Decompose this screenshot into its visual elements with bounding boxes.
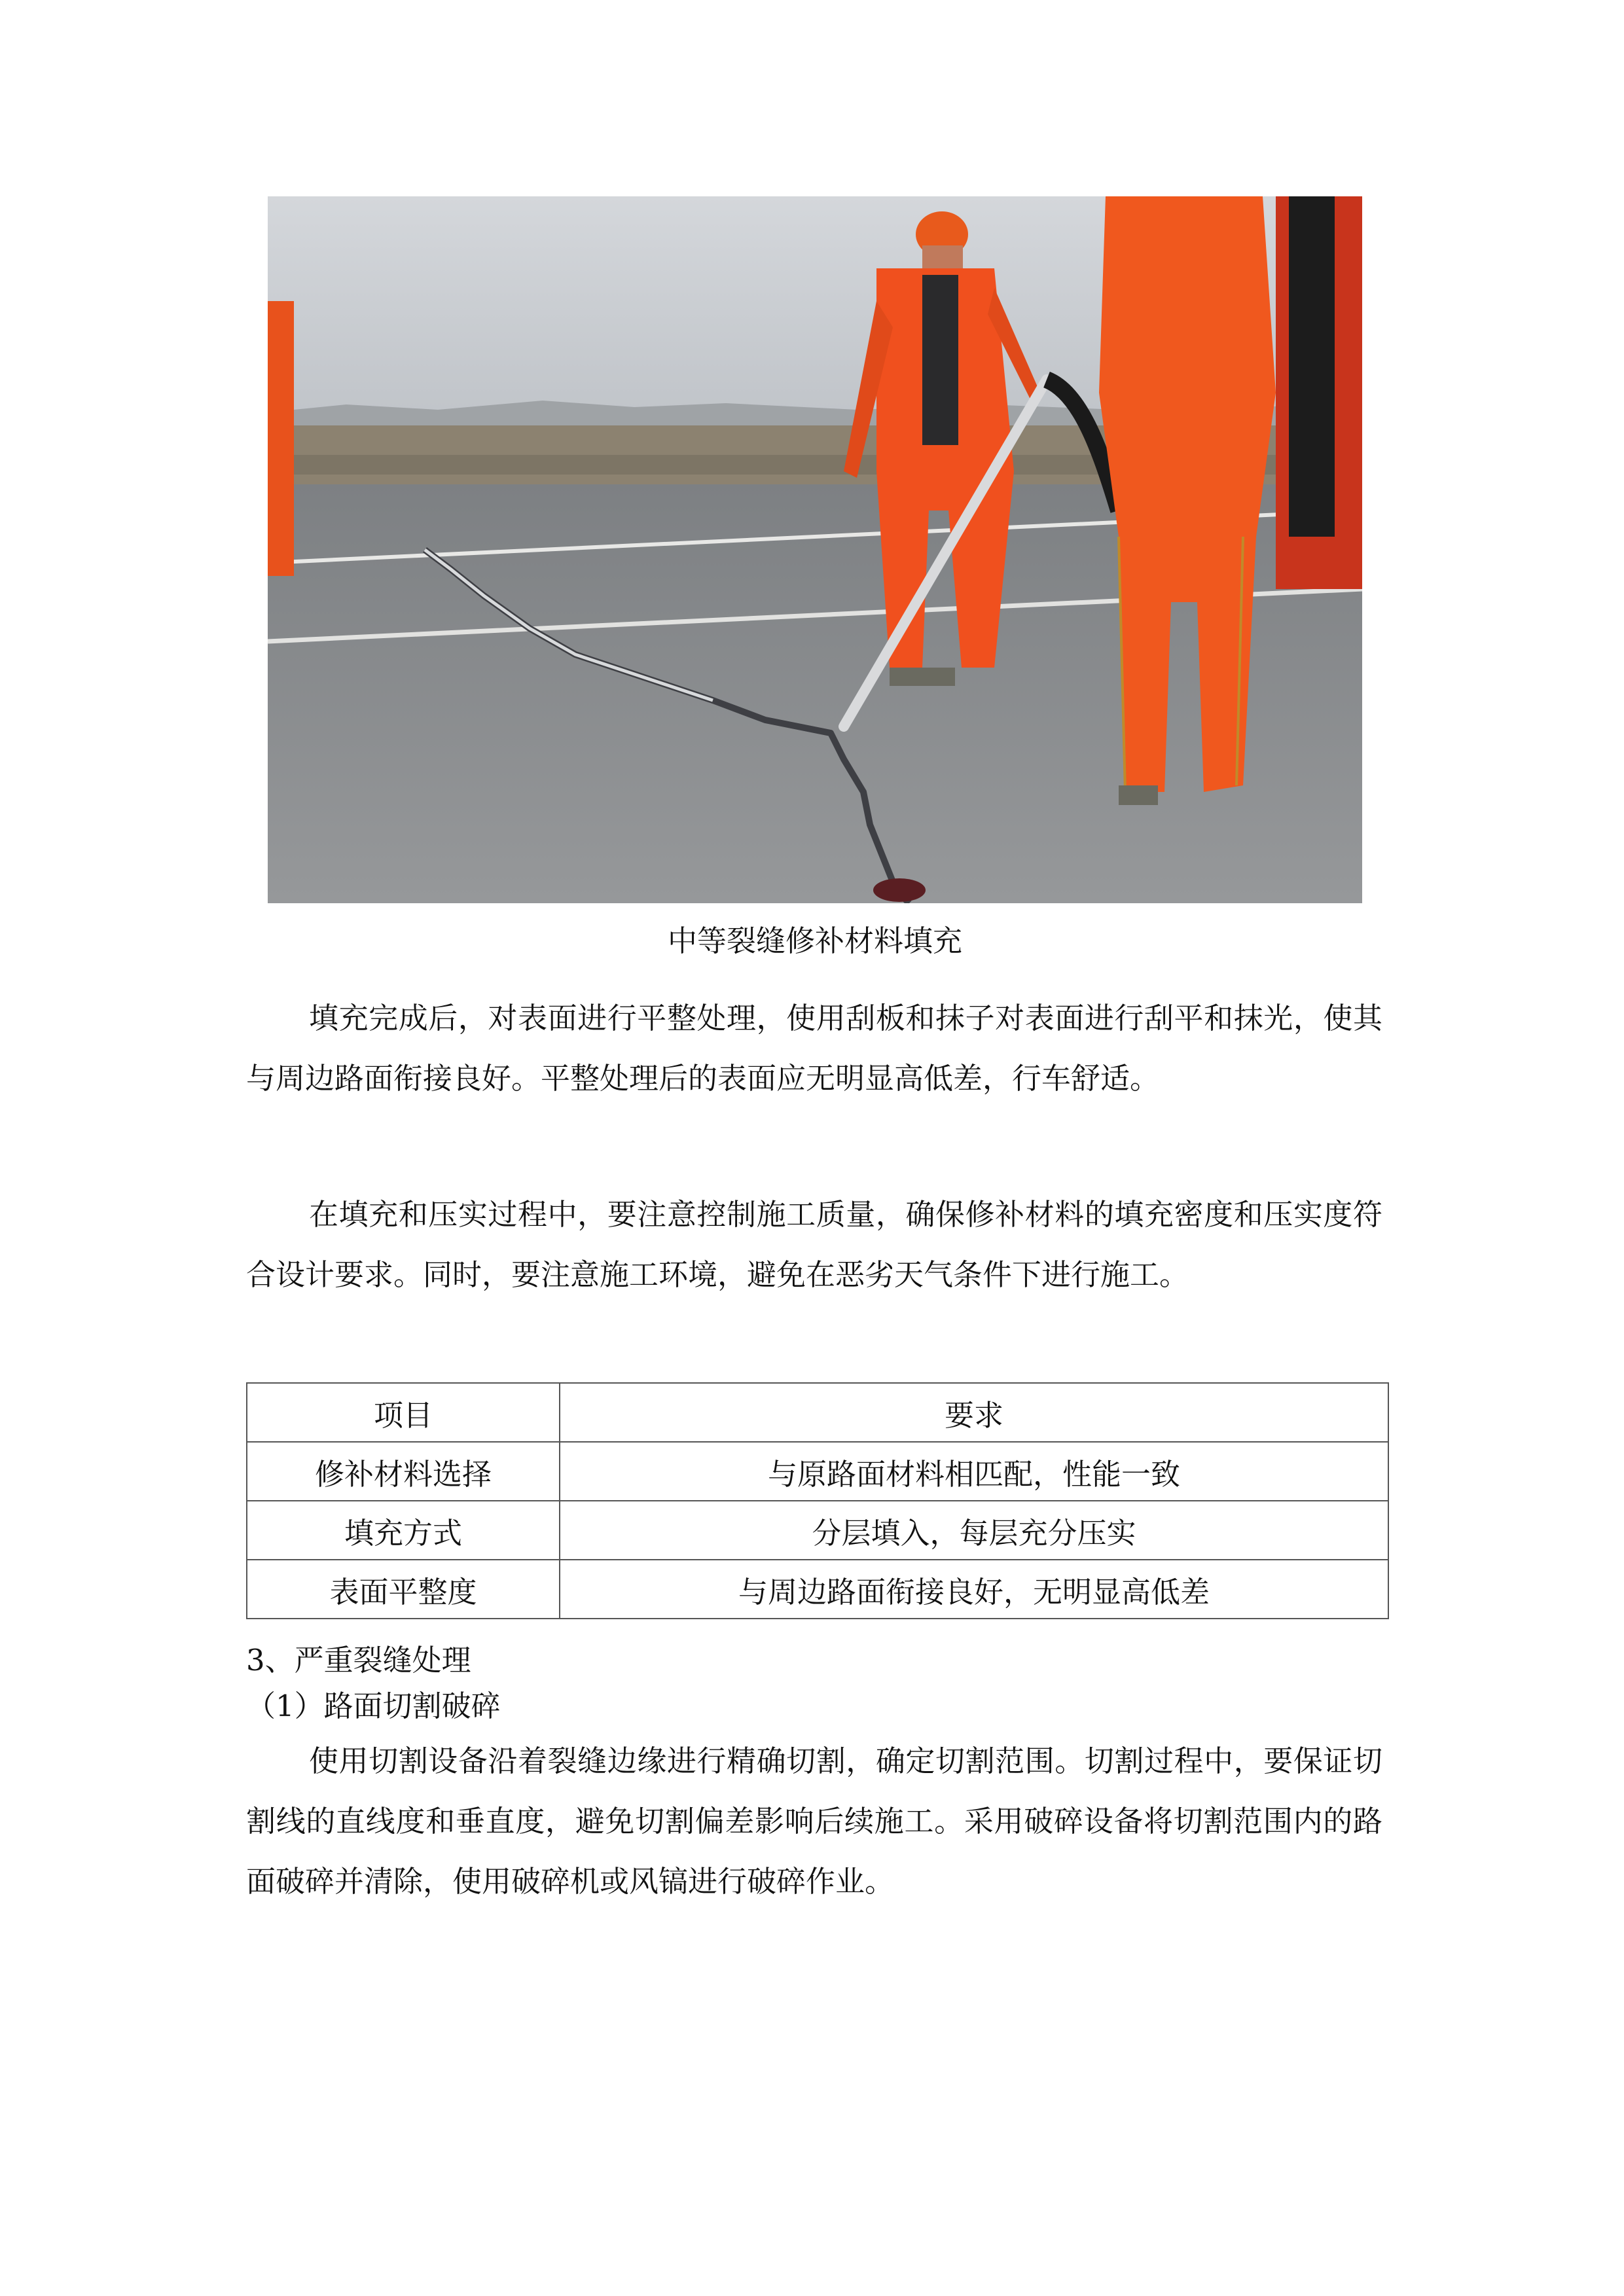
table-header-requirement: 要求 [560, 1383, 1388, 1442]
truck-hose-reel [1289, 196, 1335, 537]
table-cell: 与周边路面衔接良好，无明显高低差 [560, 1560, 1388, 1619]
table-row [247, 1501, 1388, 1560]
sealant-puddle [873, 878, 926, 902]
paragraph-quality-control: 在填充和压实过程中，要注意控制施工质量，确保修补材料的填充密度和压实度符合设计要求。同时，要注意施工环境，避免在恶劣天气条件下进行施工。 [246, 1197, 1382, 1292]
figure-caption: 中等裂缝修补材料填充 [667, 924, 962, 958]
table-header-row [247, 1383, 1388, 1442]
table-cell: 分层填入，每层充分压实 [560, 1501, 1388, 1560]
table-header-item: 项目 [247, 1383, 560, 1442]
table-cell: 与原路面材料相匹配，性能一致 [560, 1442, 1388, 1501]
paragraph-cutting-breaking: 使用切割设备沿着裂缝边缘进行精确切割，确定切割范围。切割过程中，要保证切割线的直线度和垂直度，避免切割偏差影响后续施工。采用破碎设备将切割范围内的路面破碎并清除，使用破碎机或风镐进行破碎作业。 [246, 1744, 1382, 1899]
table-cell: 修补材料选择 [247, 1442, 560, 1501]
paragraph-surface-leveling: 填充完成后，对表面进行平整处理，使用刮板和抹子对表面进行刮平和抹光，使其与周边路面衔接良好。平整处理后的表面应无明显高低差，行车舒适。 [246, 1001, 1382, 1096]
table-cell: 表面平整度 [247, 1560, 560, 1619]
table-row [247, 1442, 1388, 1501]
table-row [247, 1560, 1388, 1619]
subsection-heading: （1）路面切割破碎 [246, 1689, 501, 1723]
crack-repair-photo [268, 196, 1362, 903]
section-heading: 3、严重裂缝处理 [246, 1643, 471, 1677]
requirements-table [246, 1382, 1389, 1619]
table-cell: 填充方式 [247, 1501, 560, 1560]
left-worker [268, 301, 294, 576]
